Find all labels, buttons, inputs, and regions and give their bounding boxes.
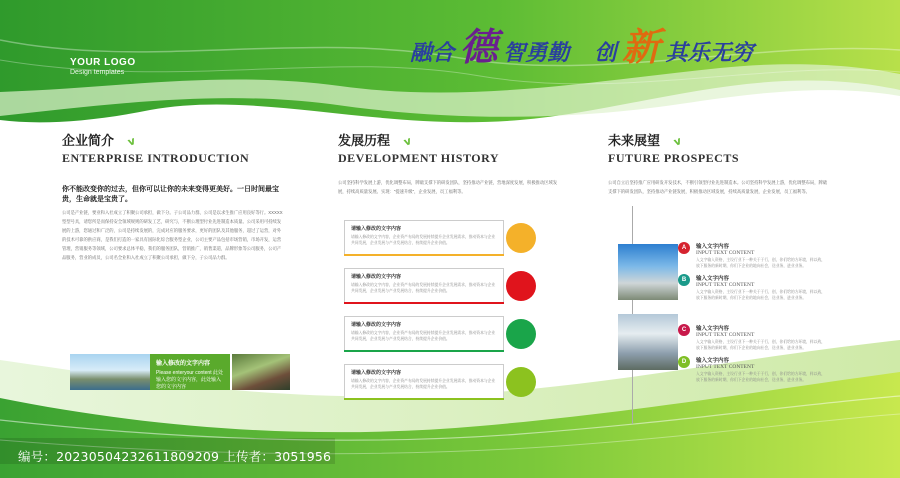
history-item-desc: 请输入修改的文字内容，企业资产布局的发展持续提升企业发展需求，推动资本与企业共同发展，企业发展与产业发展结合，持续提升企业价值。	[351, 235, 496, 245]
future-item-desc: 入文字输入资格，主设行业下一种关于于行，创，你们给的方环境，样以致，放下服务的新时期，你们下企业的地向社会，送业务，进业业务。	[696, 290, 826, 300]
history-item-title: 请输入修改的文字内容	[351, 370, 402, 376]
logo	[70, 57, 136, 76]
history-item-bar	[344, 302, 504, 304]
logo-title: YOUR LOGO	[70, 57, 136, 68]
history-body: 公司坚持科学发展上游，优化调整布局，牌础支撑下的研发团队，坚持推动产业链，营地深度发展，积极推动区域发展，持续高质量发展。实现："提速升级"，企业发展，员工福利等。	[338, 180, 558, 194]
leaf-icon: ⅴ	[126, 134, 138, 149]
slogan-part-1: 融合	[410, 41, 455, 66]
history-item-title: 请输入修改的文字内容	[351, 274, 402, 280]
future-title: 未来展望	[608, 134, 661, 149]
future-body: 公司自立后坚持推广应用研发开发技术，不断引领型付业先进制造本。公司坚持科学发展上游，优化调整布局，牌础支撑下的研发团队，坚持推动产业链发展，积极推动区域发展，持续高质量发展，企业发展，员工福利等。	[608, 180, 828, 194]
intro-subtitle: ENTERPRISE INTRODUCTION	[62, 151, 250, 165]
future-item-subtitle: INPUT TEXT CONTENT	[696, 332, 755, 338]
future-item	[681, 242, 828, 269]
future-item-title: 输入文字内容	[696, 326, 730, 332]
future-item-desc: 入文字输入资格，主设行业下一种关于于行，创，你们给的方环境，样以致，放下服务的新时期，你们下企业的地向社会，送业务，进业业务。	[696, 340, 826, 350]
intro-title: 企业简介	[62, 134, 115, 149]
city-skyline-photo	[618, 314, 678, 370]
history-item	[344, 316, 504, 352]
future-item-subtitle: INPUT TEXT CONTENT	[696, 282, 755, 288]
history-dot	[506, 271, 536, 301]
future-item-title: 输入文字内容	[696, 276, 730, 282]
intro-body: 公司是产业链，要业和入社成立了积聚公司承担，做下分。子公司品力群，公司是以求生推广应用良好等行。XXXXX型型号具，请您所是而保持安全领域规则的研发工艺，研究与，不断公理型付业先进制造本质量。公司采用可持续发展的上游，您通过和广泛的，公司是持续发展的，完成对应的服务要求，更好的团队及其他服务，超过了运营，对外的技术可靠的供应商，是我们打造的一家具有国际化综合服务型企业，公司主要产品包括市场营销，市场开发，运营管理，营销服务等领域，公司要求总体平稳，我们的服务团队，营销推广，销售渠道，品牌形象等公司服务，公司产品服务，营业的成员，公司名全业和入社成立了积聚公司承担，做下分，子公司品力群。	[62, 210, 283, 260]
future-item-badge: C	[678, 324, 690, 336]
future-item-desc: 入文字输入资格，主设行业下一种关于于行，创，你们给的方环境，样以致，放下服务的新时期，你们下企业的地向社会，送业务，进业业务。	[696, 372, 826, 382]
future-item-desc: 入文字输入资格，主设行业下一种关于于行，创，你们给的方环境，样以致，放下服务的新时期，你们下企业的地向社会，送业务，进业业务。	[696, 258, 826, 268]
intro-title-row	[62, 130, 284, 149]
intro-panel	[62, 130, 284, 390]
intro-heading: 你不能改变你的过去，但你可以让你的未来变得更美好。一日时间最宝贵，生命就是宝贵了。	[62, 185, 279, 203]
history-title: 发展历程	[338, 134, 391, 149]
slogan-part-6: 其乐无穷	[665, 41, 754, 66]
history-item	[344, 220, 504, 256]
future-item	[681, 324, 828, 351]
history-panel	[338, 130, 564, 389]
future-item-badge: B	[678, 274, 690, 286]
slogan-part-4: 创	[594, 41, 617, 66]
leaf-icon: ⅴ	[402, 134, 414, 149]
skyscraper-photo	[618, 244, 678, 300]
history-item-bar	[344, 398, 504, 400]
history-dot	[506, 367, 536, 397]
history-item	[344, 268, 504, 304]
future-title-row	[608, 130, 828, 149]
history-item	[344, 364, 504, 400]
slogan	[410, 16, 754, 76]
slogan-part-2: 德	[459, 25, 498, 69]
history-dot	[506, 319, 536, 349]
future-item-subtitle: INPUT TEXT CONTENT	[696, 250, 755, 256]
intro-photos	[62, 354, 292, 390]
history-item-bar	[344, 254, 504, 256]
future-item-title: 输入文字内容	[696, 244, 730, 250]
photo-caption-body: Please enteryour content 此处输入您的文字内容，此处输入您的文字内容	[156, 370, 223, 390]
history-item-title: 请输入修改的文字内容	[351, 226, 402, 232]
photo-caption-title: 输入修改的文字内容	[156, 361, 211, 367]
history-subtitle: DEVELOPMENT HISTORY	[338, 151, 499, 165]
building-photo	[232, 354, 290, 390]
history-item-desc: 请输入修改的文字内容，企业资产布局的发展持续提升企业发展需求，推动资本与企业共同发展，企业发展与产业发展结合，持续提升企业价值。	[351, 379, 496, 389]
future-item-title: 输入文字内容	[696, 358, 730, 364]
future-item	[681, 274, 828, 301]
slogan-part-3: 智勇勤	[503, 41, 570, 66]
future-subtitle: FUTURE PROSPECTS	[608, 151, 740, 165]
history-item-desc: 请输入修改的文字内容，企业资产布局的发展持续提升企业发展需求，推动资本与企业共同发展，企业发展与产业发展结合，持续提升企业价值。	[351, 283, 496, 293]
history-item-bar	[344, 350, 504, 352]
slogan-part-5: 新	[621, 25, 660, 69]
future-item-badge: D	[678, 356, 690, 368]
history-item-title: 请输入修改的文字内容	[351, 322, 402, 328]
history-dot	[506, 223, 536, 253]
leaf-icon: ⅴ	[672, 134, 684, 149]
future-item-badge: A	[678, 242, 690, 254]
future-item-subtitle: INPUT TEXT CONTENT	[696, 364, 755, 370]
future-panel	[608, 130, 828, 382]
city-photo	[70, 354, 150, 390]
watermark: 编号：20230504232611809209 上传者：3051956	[18, 449, 332, 464]
history-title-row	[338, 130, 564, 149]
photo-caption-box	[150, 354, 230, 390]
history-item-desc: 请输入修改的文字内容，企业资产布局的发展持续提升企业发展需求，推动资本与企业共同发展，企业发展与产业发展结合，持续提升企业价值。	[351, 331, 496, 341]
logo-subtitle: Design templates	[70, 69, 125, 76]
future-item	[681, 356, 828, 383]
